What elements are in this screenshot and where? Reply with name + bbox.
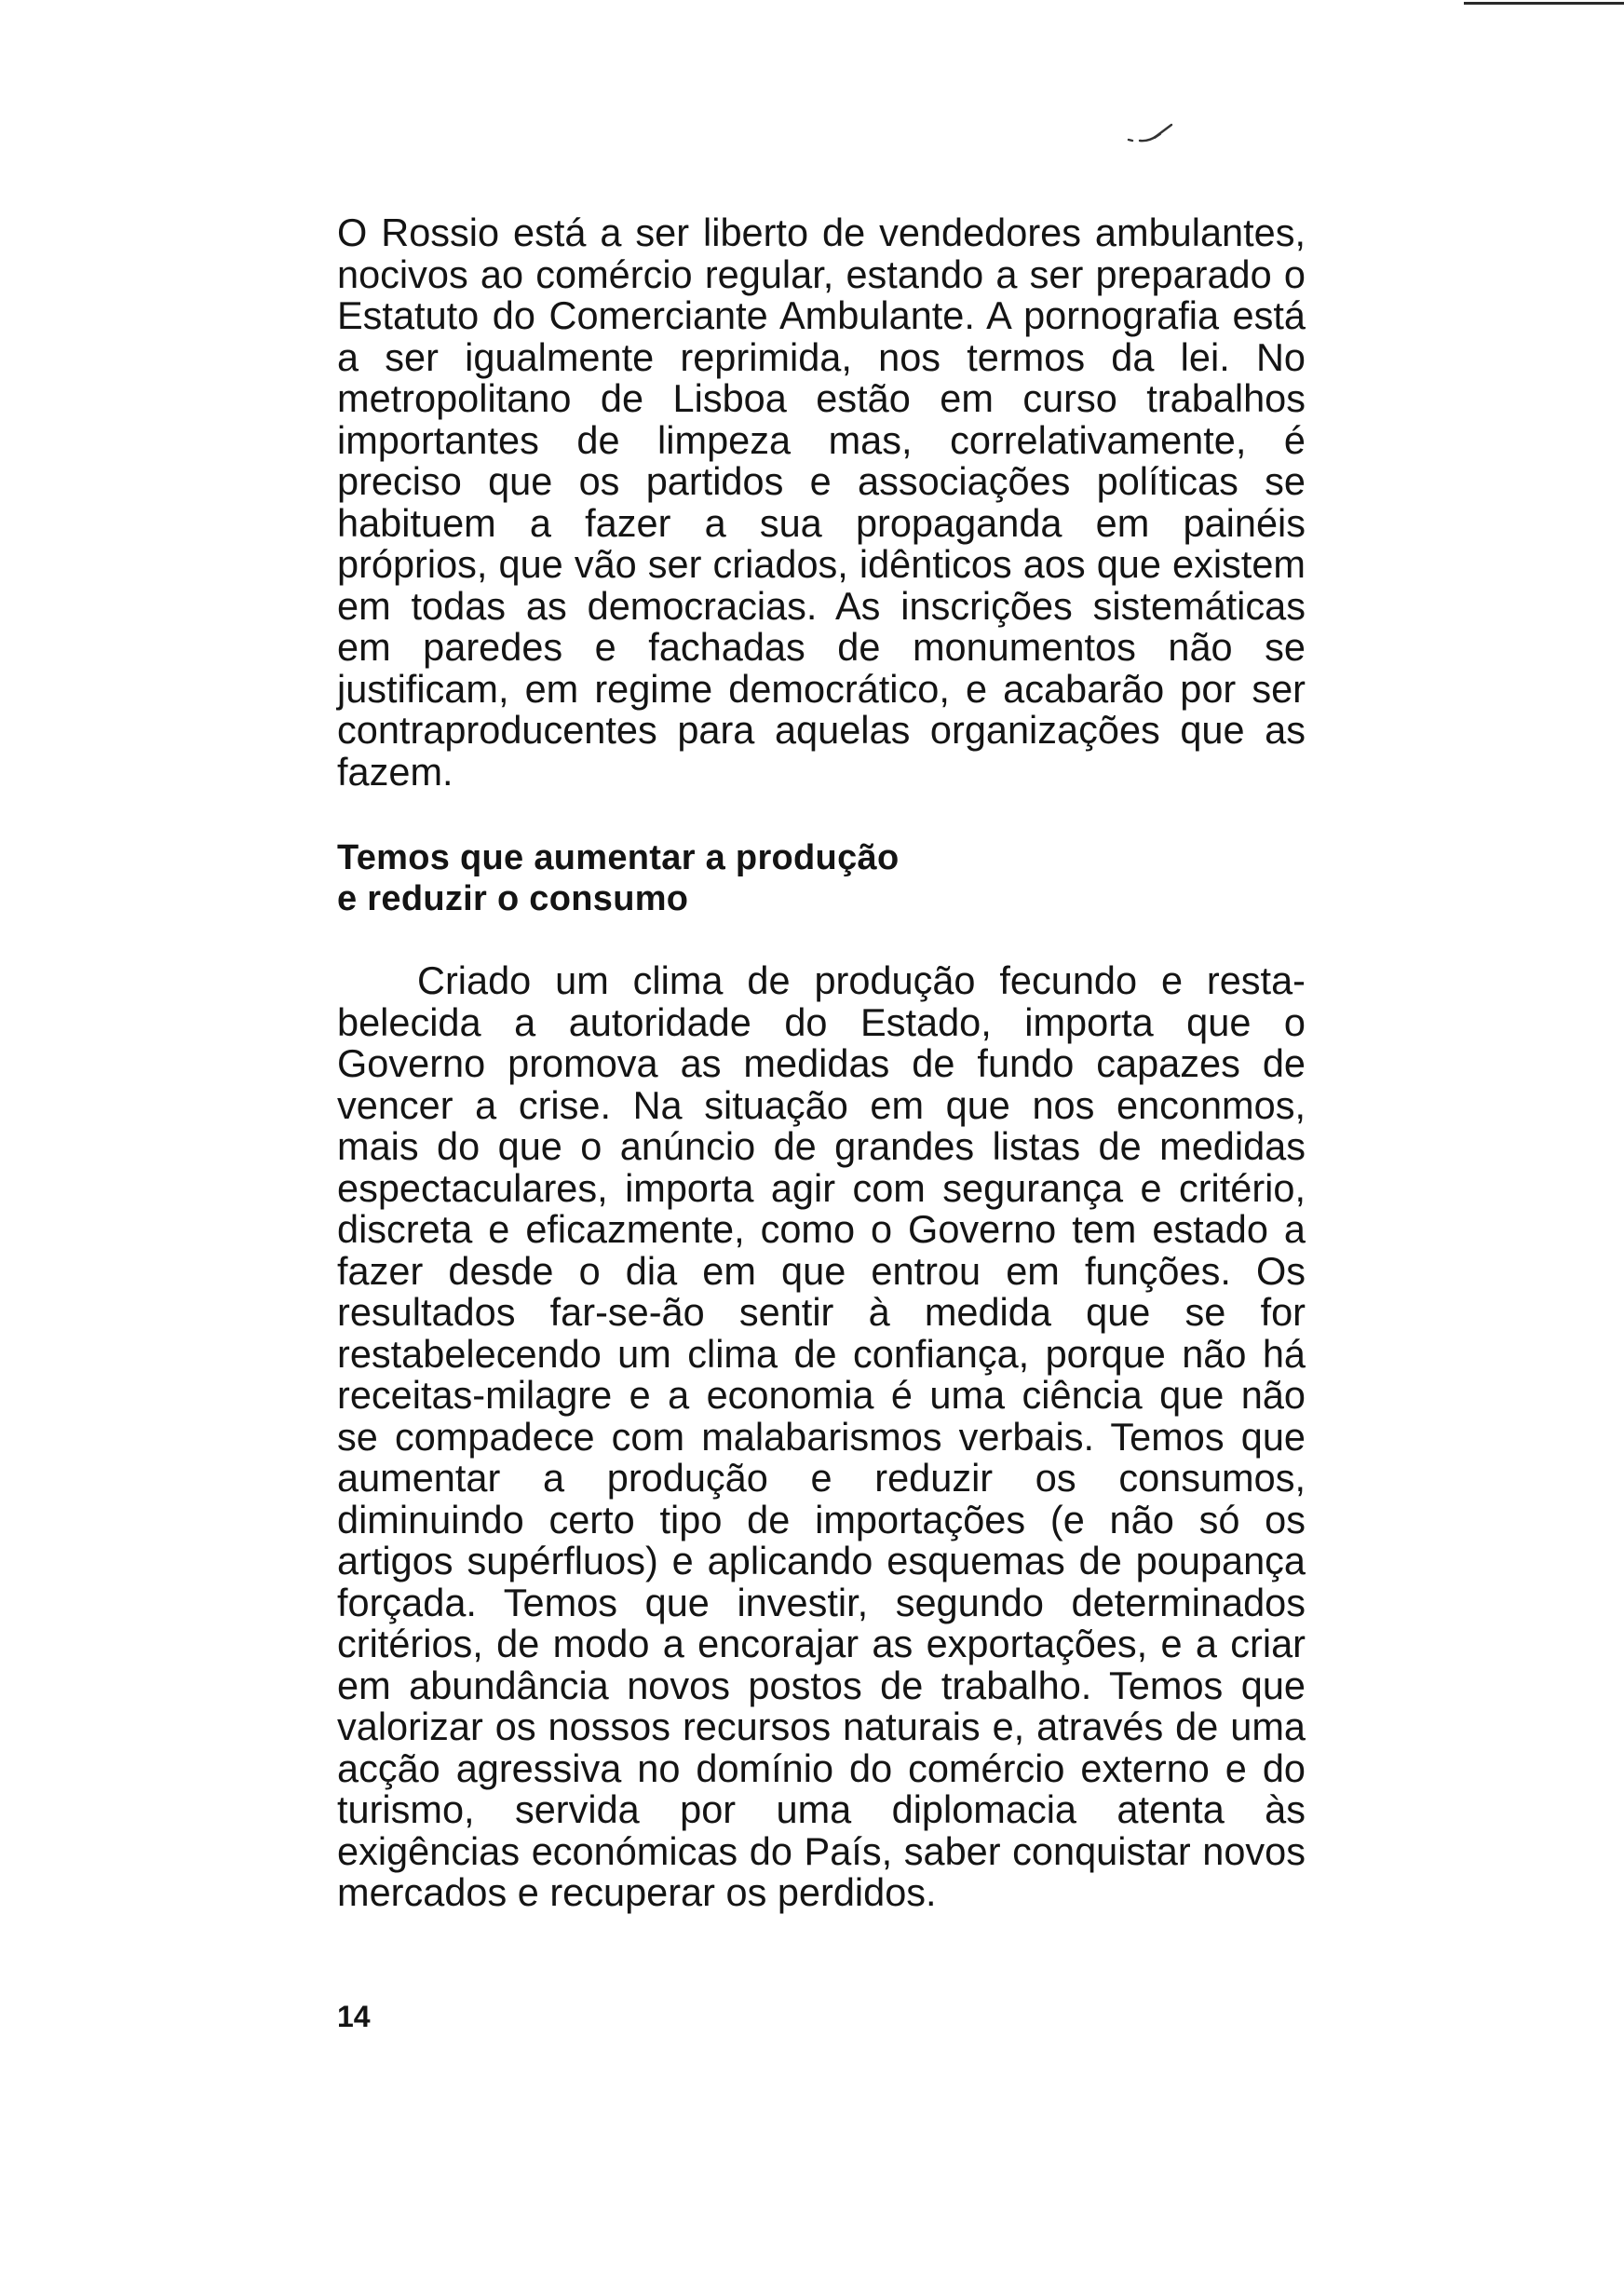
section-heading-line-2: e reduzir o consumo: [337, 879, 689, 918]
page-body: [337, 212, 1306, 1914]
section-heading-line-1: Temos que aumentar a produção: [337, 838, 900, 877]
pencil-mark: [1127, 123, 1173, 145]
top-edge-rule: [1464, 2, 1624, 5]
page-number: 14: [337, 2000, 371, 2033]
paragraph-rossio: O Rossio está a ser liberto de vendedores ambulantes, nocivos ao comércio regular, estando a ser preparado o Estatuto do Comerciante Ambulante. A pornografia está a ser igualmente reprimida, nos termos da lei. No metropolitano de Lisboa estão em curso trabalhos importantes de limpeza mas, correlativamente, é preciso que os partidos e associações políticas se habituem a fazer a sua propaganda em painéis próprios, que vão ser criados, idênticos aos que existem em todas as democracias. As inscrições sistemáticas em paredes e fachadas de monumentos não se justificam, em regime democrático, e acabarão por ser contraproducentes para aquelas organizações que as fazem.: [337, 210, 1306, 794]
section-heading: [337, 837, 1306, 919]
paragraph-production: Criado um clima de produção fecundo e restabelecida a autoridade do Estado, importa que o Governo promova as medidas de fundo capazes de vencer a crise. Na situação em que nos enconmos, mais do que o anúncio de grandes listas de medidas espectaculares, importa agir com segurança e critério, discreta e eficazmente, como o Governo tem estado a fazer desde o dia em que entrou em funções. Os resultados far-se-ão sentir à medida que se for restabelecendo um clima de confiança, porque não há receitas-milagre e a economia é uma ciência que não se compadece com malabarismos verbais. Temos que aumentar a produção e reduzir os consumos, diminuindo certo tipo de importações (e não só os artigos supérfluos) e aplicando esquemas de poupança forçada. Temos que investir, segundo determinados critérios, de modo a encorajar as exportações, e a criar em abundância novos postos de trabalho. Temos que valorizar os nossos recursos naturais e, através de uma acção agressiva no domínio do comércio externo e do turismo, servida por uma diplomacia atenta às exigências económicas do País, saber conquistar novos mercados e recuperar os perdidos.: [337, 958, 1306, 1914]
